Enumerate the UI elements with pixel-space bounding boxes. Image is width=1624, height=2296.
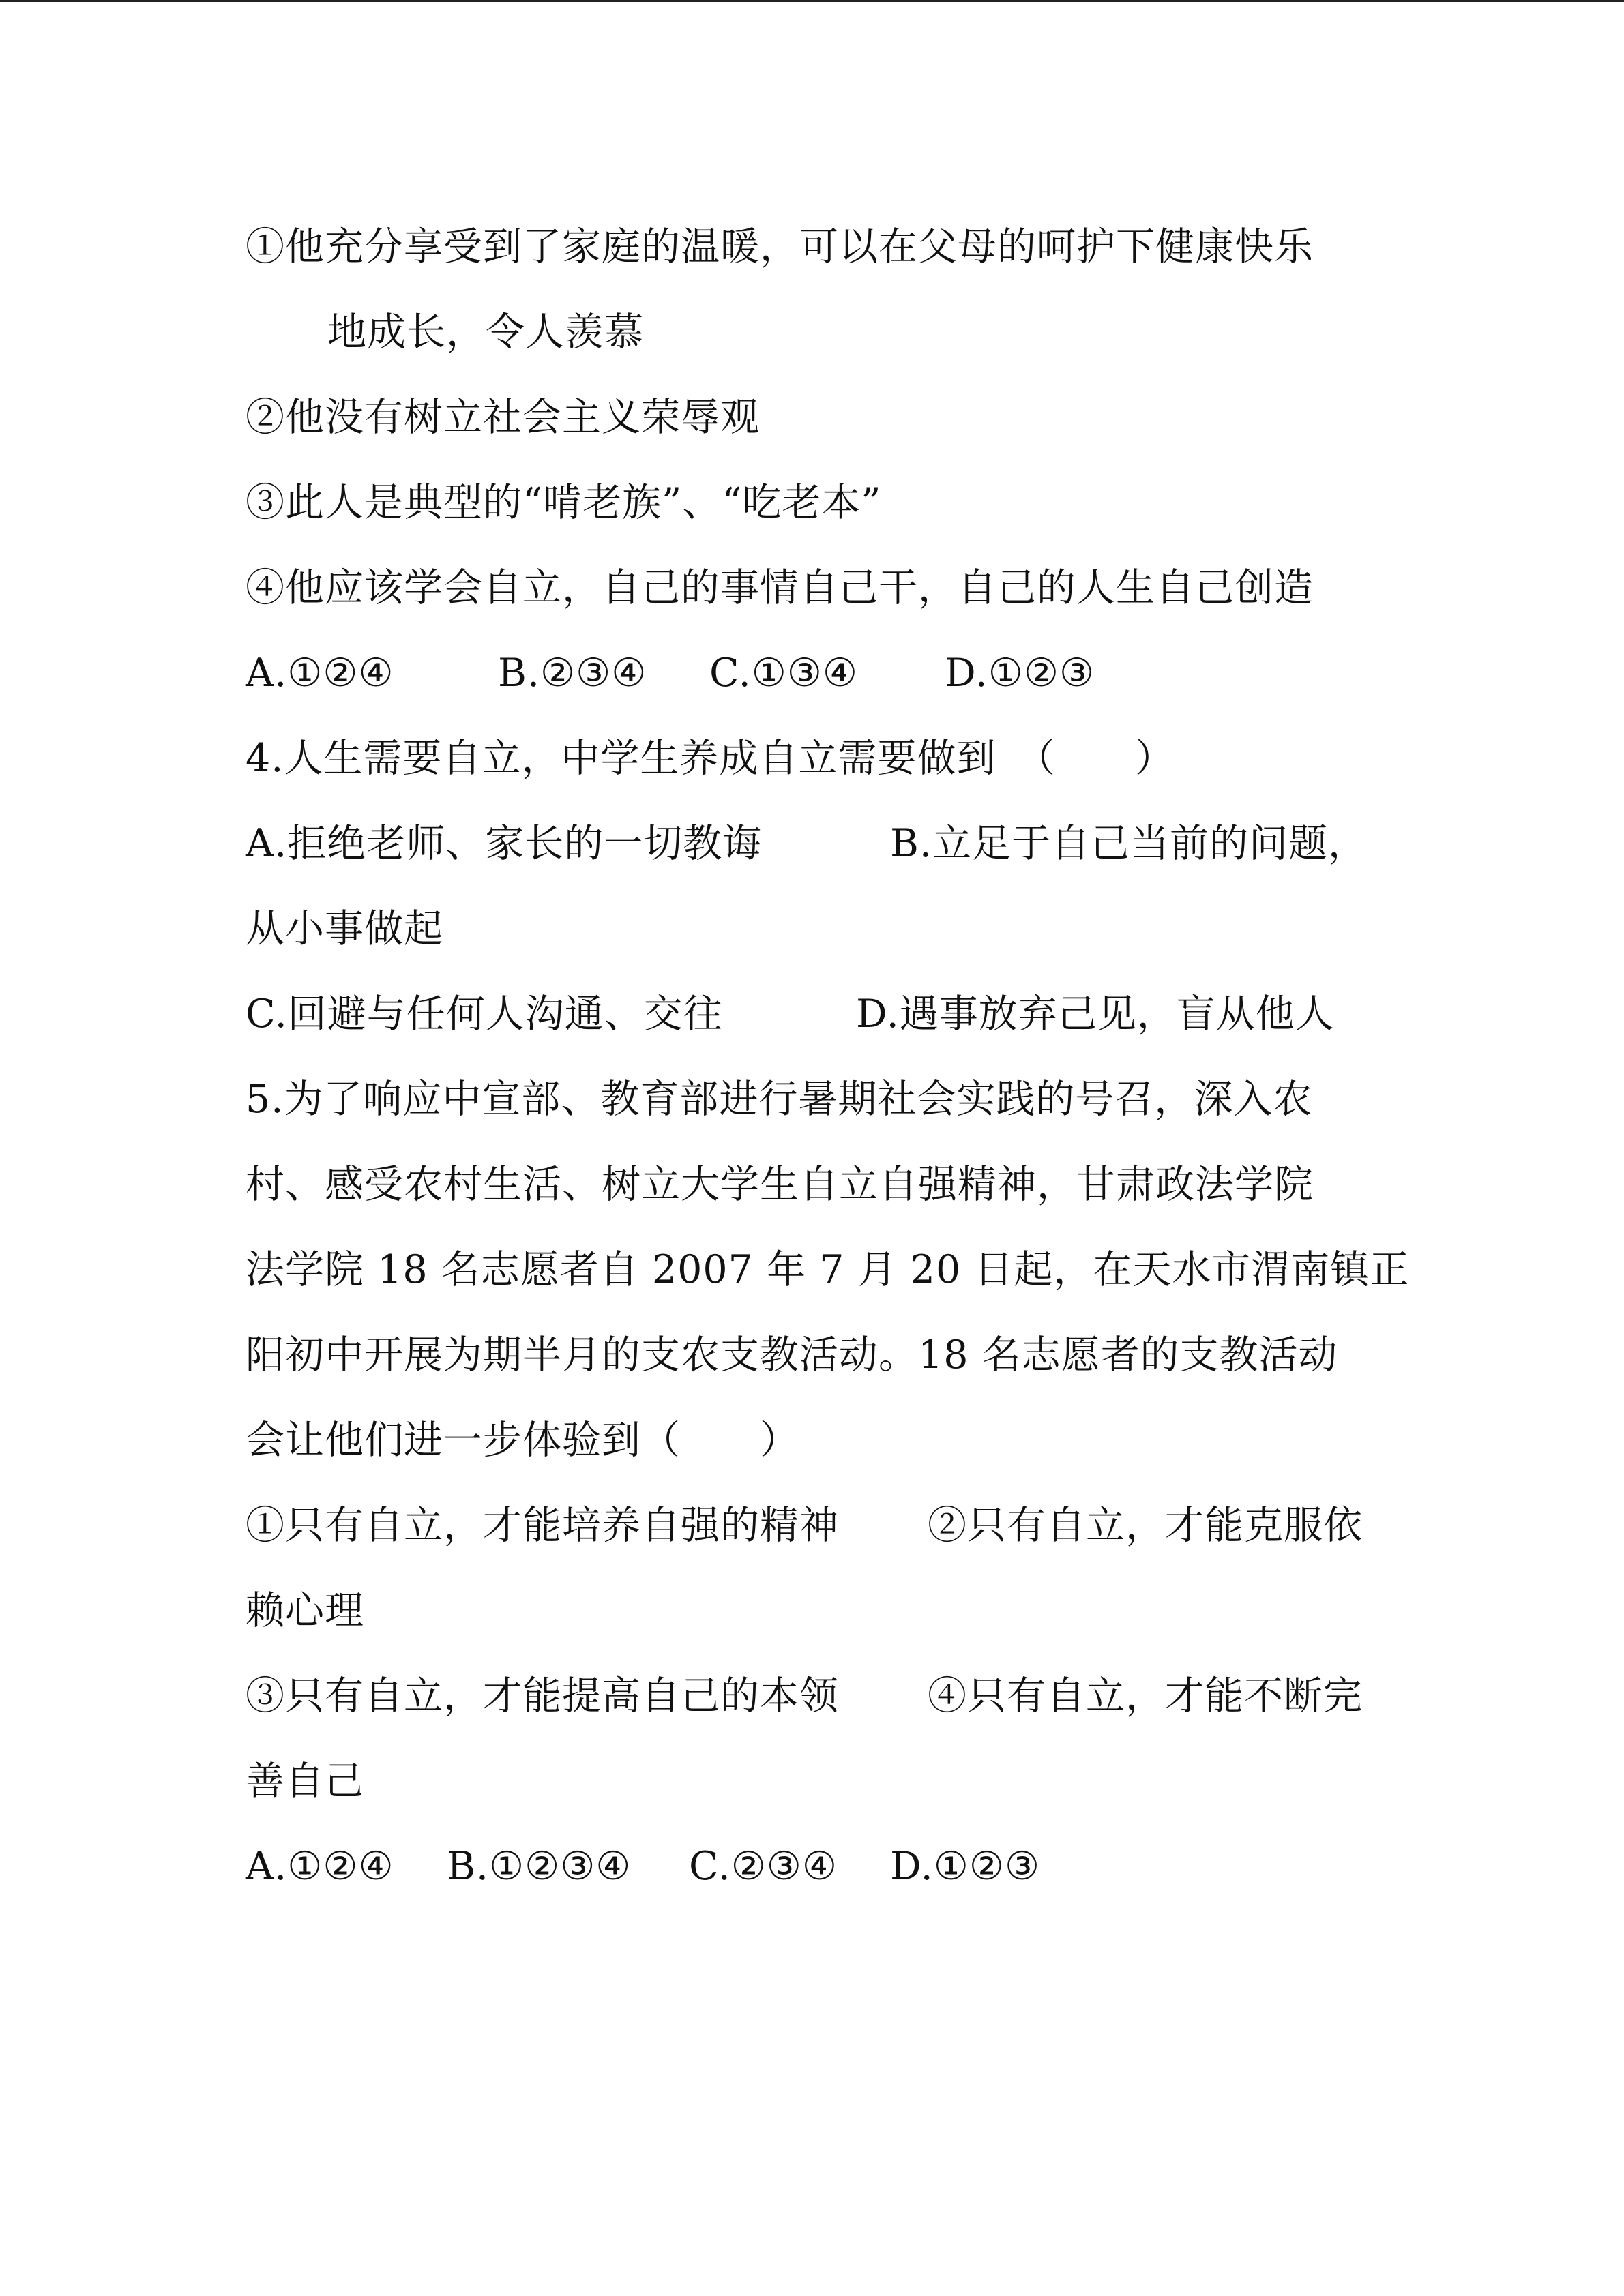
q3-option-d: D.①②③	[945, 651, 1095, 696]
q5-stem-2-text: 村、感受农村生活、树立大学生自立自强精神，甘肃政法学院	[246, 1162, 1314, 1207]
q4-options-ab	[246, 801, 1405, 886]
q4-stem-text: 4.人生需要自立，中学生养成自立需要做到 （ ）	[246, 736, 1175, 781]
q5-item-2-cont-text: 赖心理	[246, 1588, 364, 1633]
q5-stem-4-text: 阳初中开展为期半月的支农支教活动。18 名志愿者的支教活动	[246, 1332, 1338, 1377]
q4-options-cd	[246, 972, 1405, 1057]
q3-item-1	[246, 205, 1405, 290]
document-page	[246, 205, 1410, 1909]
q4-option-b: B.立足于自己当前的问题，	[890, 821, 1368, 866]
q5-items-3-4	[246, 1654, 1405, 1739]
q5-option-b: B.①②③④	[447, 1844, 632, 1889]
q5-stem-line-2	[246, 1142, 1405, 1227]
q3-item-3	[246, 460, 1405, 546]
q3-item-3-text: ③此人是典型的“啃老族”、“吃老本”	[246, 480, 882, 525]
q3-item-1-text: ①他充分享受到了家庭的温暖，可以在父母的呵护下健康快乐	[246, 224, 1314, 269]
q5-stem-line-3	[246, 1227, 1410, 1313]
q5-options	[246, 1824, 1405, 1909]
q3-item-1-cont-text: 地成长，令人羡慕	[327, 310, 644, 355]
q5-stem-5-text: 会让他们进一步体验到（ ）	[246, 1418, 799, 1463]
q3-item-1-continuation	[246, 290, 1405, 375]
q3-option-a: A.①②④	[246, 651, 394, 696]
q5-item-2-continuation	[246, 1568, 1405, 1654]
q5-item-1: ①只有自立，才能培养自强的精神	[246, 1503, 839, 1548]
q3-item-2	[246, 375, 1405, 460]
q5-stem-3-text: 法学院 18 名志愿者自 2007 年 7 月 20 日起，在天水市渭南镇正	[246, 1247, 1410, 1292]
q3-options	[246, 631, 1405, 716]
q3-item-2-text: ②他没有树立社会主义荣辱观	[246, 395, 760, 440]
q5-option-d: D.①②③	[890, 1844, 1041, 1889]
q5-stem-line-4	[246, 1313, 1405, 1398]
q5-stem-line-1	[246, 1057, 1405, 1142]
q3-option-c: C.①③④	[709, 651, 858, 696]
q4-option-d: D.遇事放弃己见，盲从他人	[856, 992, 1335, 1037]
q4-option-a: A.拒绝老师、家长的一切教诲	[246, 821, 763, 866]
q5-item-3: ③只有自立，才能提高自己的本领	[246, 1673, 839, 1718]
q4-option-b-continuation	[246, 886, 1405, 972]
q5-option-a: A.①②④	[246, 1844, 394, 1889]
q3-item-4-text: ④他应该学会自立，自己的事情自己干，自己的人生自己创造	[246, 565, 1314, 610]
q5-stem-1-text: 5.为了响应中宣部、教育部进行暑期社会实践的号召，深入农	[246, 1077, 1313, 1122]
q5-stem-line-5	[246, 1398, 1405, 1483]
q5-option-c: C.②③④	[689, 1844, 838, 1889]
q4-option-b-cont-text: 从小事做起	[246, 906, 443, 951]
q5-item-2: ②只有自立，才能克服依	[928, 1503, 1363, 1548]
q4-stem	[246, 716, 1405, 801]
q5-item-4-cont-text: 善自己	[246, 1759, 364, 1804]
q5-item-4-continuation	[246, 1739, 1405, 1824]
q3-item-4	[246, 546, 1405, 631]
q4-option-c: C.回避与任何人沟通、交往	[246, 992, 723, 1037]
top-border-rule	[0, 0, 1624, 2]
q3-option-b: B.②③④	[498, 651, 647, 696]
q5-items-1-2	[246, 1483, 1405, 1568]
q5-item-4: ④只有自立，才能不断完	[928, 1673, 1363, 1718]
